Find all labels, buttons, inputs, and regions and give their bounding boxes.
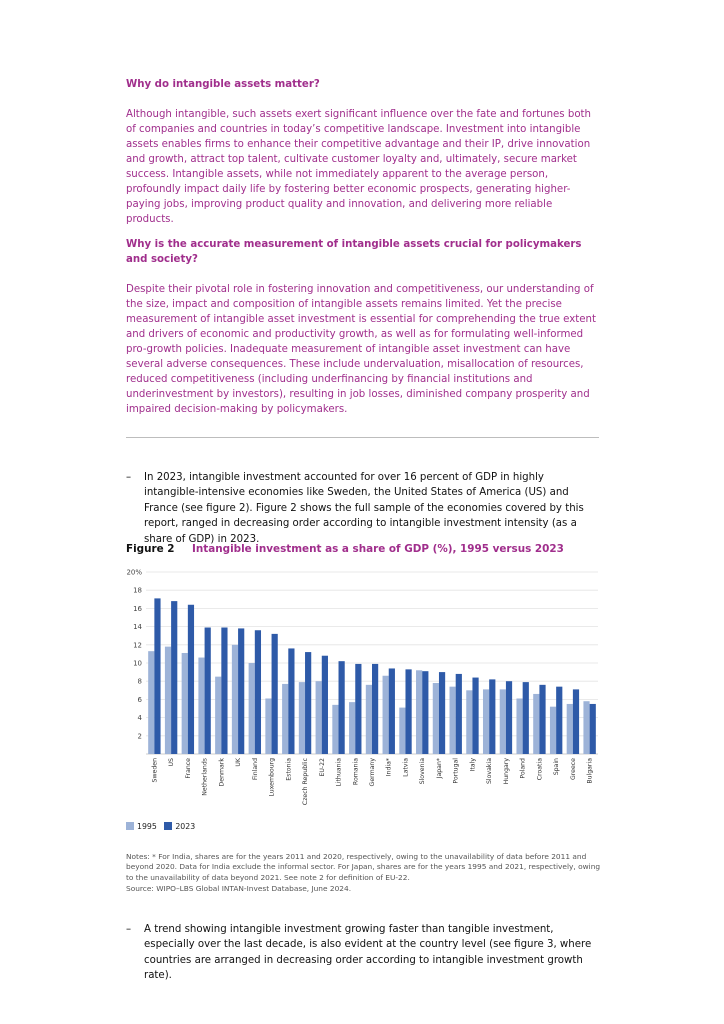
bar-1995-portugal	[450, 687, 456, 754]
y-tick-label: 20%	[126, 568, 142, 577]
x-tick-label: Estonia	[285, 758, 293, 781]
bar-1995-sweden	[148, 651, 154, 754]
x-tick-label: Slovakia	[486, 758, 494, 784]
x-tick-label: Portugal	[452, 758, 460, 784]
y-tick-label: 18	[133, 586, 142, 595]
bar-1995-lithuania	[332, 705, 338, 754]
bar-2023-lithuania	[339, 661, 345, 754]
bullet-text: In 2023, intangible investment accounted for over 16 percent of GDP in highly intangible-intensive economies like Sweden, the United States of America (US) and France (see figure 2). Figure 2 shows the full sample of the economies covered by this report, ranged in decreasing order according to intangible investment intensity (as a share of GDP) in 2023.	[144, 472, 584, 545]
x-tick-label: EU-22	[318, 758, 326, 777]
legend-swatch-2023	[164, 822, 172, 830]
x-tick-label: Poland	[519, 758, 527, 779]
section-divider	[126, 437, 599, 438]
bar-2023-france	[188, 605, 194, 754]
x-tick-label: Slovenia	[419, 758, 427, 785]
bar-1995-india-	[383, 676, 389, 754]
bar-1995-luxembourg	[265, 698, 271, 754]
bar-1995-eu-22	[316, 681, 322, 754]
x-tick-label: Latvia	[402, 758, 410, 777]
figure-notes: Notes: * For India, shares are for the years 2011 and 2020, respectively, owing to the unavailability of data before 2011 and beyond 2020. Data for India exclude the informal sector. For Japan, shares are for the years 1995 and 2021, respectively, owing to the unavailability of data beyond 2021. See note 2 for definition of EU-22.	[126, 852, 601, 882]
bar-2023-greece	[573, 689, 579, 754]
legend-item-2023	[164, 822, 195, 831]
bar-2023-india-	[389, 668, 395, 754]
bar-1995-netherlands	[198, 658, 204, 754]
x-tick-label: Germany	[369, 758, 376, 787]
bar-2023-finland	[255, 630, 261, 754]
bar-2023-denmark	[221, 628, 227, 754]
bar-2023-hungary	[506, 681, 512, 754]
x-tick-label: Croatia	[536, 758, 544, 781]
bar-1995-romania	[349, 702, 355, 754]
x-tick-label: Romania	[352, 758, 360, 786]
bar-2023-slovakia	[489, 679, 495, 754]
bar-1995-japan-	[433, 683, 439, 754]
bar-1995-finland	[249, 663, 255, 754]
bar-1995-estonia	[282, 684, 288, 754]
bar-2023-estonia	[288, 648, 294, 754]
bar-1995-france	[182, 653, 188, 754]
x-tick-label: Hungary	[502, 758, 510, 785]
bullet-dash: –	[126, 924, 132, 935]
bar-2023-slovenia	[422, 671, 428, 754]
figure-number: Figure 2	[126, 543, 175, 555]
legend-item-1995	[126, 822, 157, 831]
bar-1995-slovenia	[416, 670, 422, 754]
bar-1995-spain	[550, 707, 556, 754]
x-tick-label: Finland	[251, 758, 259, 781]
y-tick-label: 8	[137, 677, 142, 686]
bar-1995-uk	[232, 645, 238, 754]
bar-2023-eu-22	[322, 656, 328, 754]
section1-body: Although intangible, such assets exert significant influence over the fate and fortunes both of companies and countries in today’s competitive landscape. Investment into intangible assets enables firms to enhance their competitive advantage and their IP, drive innovation and growth, attract top talent, cultivate customer loyalty and, ultimately, secure market success. Intangible assets, while not immediately apparent to the average person, profoundly impact daily life by fostering better economic prospects, generating higher-paying jobs, improving product quality and innovation, and delivering more reliable products.	[126, 109, 592, 225]
bar-1995-poland	[516, 698, 522, 754]
bar-2023-czech-republic	[305, 652, 311, 754]
figure-caption	[126, 543, 564, 555]
bar-2023-portugal	[456, 674, 462, 754]
x-tick-label: UK	[235, 758, 243, 767]
bar-2023-bulgaria	[590, 704, 596, 754]
x-tick-label: US	[168, 758, 176, 767]
section1-heading: Why do intangible assets matter?	[126, 79, 320, 90]
y-tick-label: 12	[133, 641, 142, 650]
bar-2023-croatia	[539, 685, 545, 754]
bar-1995-czech-republic	[299, 682, 305, 754]
bar-2023-poland	[523, 682, 529, 754]
chart-legend	[126, 822, 200, 831]
x-tick-label: Lithuania	[335, 758, 343, 787]
bar-2023-uk	[238, 628, 244, 754]
bar-2023-germany	[372, 664, 378, 754]
bar-1995-bulgaria	[583, 701, 589, 754]
y-tick-label: 4	[137, 714, 142, 723]
bar-1995-greece	[567, 704, 573, 754]
x-tick-label: Greece	[569, 758, 577, 781]
bar-1995-denmark	[215, 677, 221, 754]
legend-label-1995: 1995	[137, 822, 157, 831]
bar-2023-netherlands	[205, 628, 211, 754]
x-tick-label: Netherlands	[201, 758, 209, 796]
bar-2023-japan-	[439, 672, 445, 754]
figure-source: Source: WIPO–LBS Global INTAN-Invest Database, June 2024.	[126, 884, 352, 893]
x-tick-label: Denmark	[218, 758, 226, 787]
bar-1995-croatia	[533, 694, 539, 754]
x-tick-label: Sweden	[151, 758, 159, 783]
bar-chart	[120, 563, 605, 818]
x-tick-label: India*	[385, 758, 393, 777]
bar-2023-spain	[556, 687, 562, 754]
section2-body: Despite their pivotal role in fostering innovation and competitiveness, our understanding of the size, impact and composition of intangible assets remains limited. Yet the precise measurement of intangible asset investment is essential for comprehending the true extent and drivers of economic and productivity growth, as well as for formulating well-informed pro-growth policies. Inadequate measurement of intangible asset investment can have several adverse consequences. These include undervaluation, misallocation of resources, reduced competitiveness (including underfinancing by financial institutions and underinvestment by investors), resulting in job losses, diminished company prosperity and impaired decision-making by policymakers.	[126, 284, 596, 415]
y-tick-label: 16	[133, 604, 142, 613]
bar-2023-sweden	[154, 598, 160, 754]
x-tick-label: Luxembourg	[268, 758, 276, 797]
x-tick-label: Japan*	[435, 758, 443, 779]
legend-swatch-1995	[126, 822, 134, 830]
bar-1995-us	[165, 647, 171, 754]
section2-heading: Why is the accurate measurement of intangible assets crucial for policymakers and society?	[126, 239, 582, 265]
x-tick-label: Italy	[469, 758, 477, 772]
bar-2023-luxembourg	[272, 634, 278, 754]
x-tick-label: Czech Republic	[302, 758, 310, 806]
bar-1995-germany	[366, 685, 372, 754]
y-tick-label: 2	[137, 732, 142, 741]
x-tick-label: France	[184, 758, 192, 779]
bar-2023-italy	[472, 678, 478, 754]
bar-2023-latvia	[405, 669, 411, 754]
bar-1995-slovakia	[483, 689, 489, 754]
y-tick-label: 6	[137, 695, 142, 704]
bar-1995-italy	[466, 690, 472, 754]
bar-2023-us	[171, 601, 177, 754]
bar-2023-romania	[355, 664, 361, 754]
x-tick-label: Spain	[553, 758, 561, 776]
y-tick-label: 10	[133, 659, 142, 668]
bullet-text: A trend showing intangible investment growing faster than tangible investment, especially over the last decade, is also evident at the country level (see figure 3, where countries are arranged in decreasing order according to intangible investment growth rate).	[144, 924, 592, 982]
figure-title: Intangible investment as a share of GDP (%), 1995 versus 2023	[192, 543, 564, 555]
legend-label-2023: 2023	[175, 822, 196, 831]
x-tick-label: Bulgaria	[586, 758, 594, 784]
bullet-dash: –	[126, 472, 132, 483]
y-tick-label: 14	[133, 623, 142, 632]
bar-1995-hungary	[500, 689, 506, 754]
bar-1995-latvia	[399, 708, 405, 754]
